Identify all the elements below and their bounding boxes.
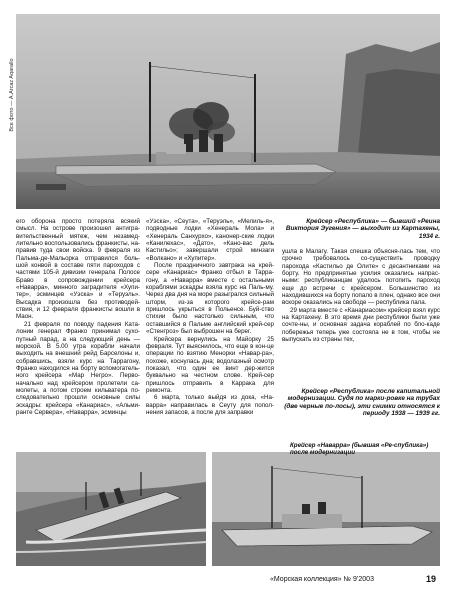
- photo-caption-bottom: Крейсер «Наварра» (бывшая «Ре-спублика») после модернизации: [290, 442, 429, 457]
- article-column-2: [146, 218, 274, 416]
- photo-caption-top: Крейсер «Республика» — бывший «Реина Виктория Эугения» — выходит из Картахены, 1934 г.: [285, 218, 440, 240]
- paragraph: Крейсера вернулись на Майорку 25 февраля. Тут выяснилось, что еще в кон-це операции по взятию Менорки «Навар-ра», похоже, коснулась дна; водолазный осмотр показал, что один ее винт дер-жится буквально на честном слове. Крей-сер пришлось отправить в Каррака для ремонта.: [146, 335, 274, 394]
- magazine-footer: «Морская коллекция» № 9’2003: [270, 576, 374, 583]
- paragraph: 29 марта вместе с «Канариасом» крейсер взял курс на Картахену. В это время дни республики были уже сочте-ны, и основная задача кораблей по бло-каде побережья теперь уже состояла не в том, чтобы не выпускать из страны тех,: [282, 306, 440, 344]
- paragraph: После праздничного завтрака на крей-сере «Канариас» Франко отбыл в Тарра-гону, а «Наварра» вместе с остальными кораблями эскадры взяла курс на Паль-му. Через два дня на море разыгрался сильный шторм, из-за которого крейсе-рам пришлось укрыться в Польенсе. Буй-ство стихии было настолько сильным, что оставшийся в Пальме английский крей-сер «Стенгроз» был выброшен на берег.: [146, 262, 274, 336]
- bottom-left-photo: [16, 452, 206, 566]
- cruiser-harbour-image: [16, 14, 440, 209]
- cruiser-moored-image: [212, 452, 440, 566]
- article-column-3: [282, 248, 440, 343]
- paragraph: его оборона просто потеряла всякий смысл. На острове произошел антигра-вительственный мятеж, чем незамед-лительно воспользовались франкисты, на-правив туда свои войска. 9 февраля из Пальма-де-Мальорка отправился боль-шой конвой в составе пяти пароходов с частями 105-й дивизии генерала Полосе Браво в сопровождении крейсера «Наварра», минного заградителя «Хупи-тер», эсминцев «Уэска» и «Теруэль». Высадка произошла без противодей-ствия, и 12 февраля франкисты вошли в Маон.: [16, 218, 140, 321]
- paragraph: 6 марта, только выйдя из дока, «На-варра» направилась в Сеуту для попол-нения запасов, а после для заправки: [146, 394, 274, 416]
- paragraph: «Уэска», «Сеута», «Теруэль», «Мелиль-я», подводные лодки «Хенераль Мола» и «Хенераль Санхурхо», канонер-ские лодки «Канилехас», «Дато», «Кано-вас дель Кастильо»; завершали строй минзаги «Волкано» и «Хупитер».: [146, 218, 274, 262]
- bottom-right-photo: [212, 452, 440, 566]
- paragraph: 21 февраля по поводу падения Ката-лонии генерал Франко принимал сухо-путный парад, а на следующий день — морской. В 5.00 утра корабли начали выходить на внешний рейд Барселоны и, собравшись, взяли курс на Таррагону, Франко находился на борту вспомогатель-ного крейсера «Мар Негро». Перво-начально над крейсером пролетели са-молеты, а потом строем кильватера по-следовательно прошли основные силы эскадры: крейсера «Канариас», «Альми-ранте Сервера», «Наварра», эсминцы: [16, 320, 140, 416]
- photo-credit: [4, 20, 14, 180]
- cruiser-underway-image: [16, 452, 206, 566]
- article-column-1: [16, 218, 140, 416]
- photo-caption-mid: Крейсер «Республика» после капитальной модернизации. Судя по марки-ровке на трубах (две черные по-лосы), эти снимки относятся к периоду 1938 — 1939 гг.: [284, 388, 440, 418]
- photo-credit-text: Все фото — A.Arcaz Aqarallo: [9, 58, 15, 132]
- top-photo: [16, 14, 440, 209]
- page-number: 19: [426, 574, 437, 584]
- paragraph: ушла в Малагу. Такая спешка объясня-лась тем, что срочно требовалось со-существить проводку парохода «Кастильо де Олите» с десантниками на борту. Но предпринятые усилия оказались напрас-ными: республиканцам удалось потопить пароход еще до встречи с крейсером. Большинство из находившихся на борту попало в плен, однако все они вскоре оказались на свободе — республика пала.: [282, 248, 440, 307]
